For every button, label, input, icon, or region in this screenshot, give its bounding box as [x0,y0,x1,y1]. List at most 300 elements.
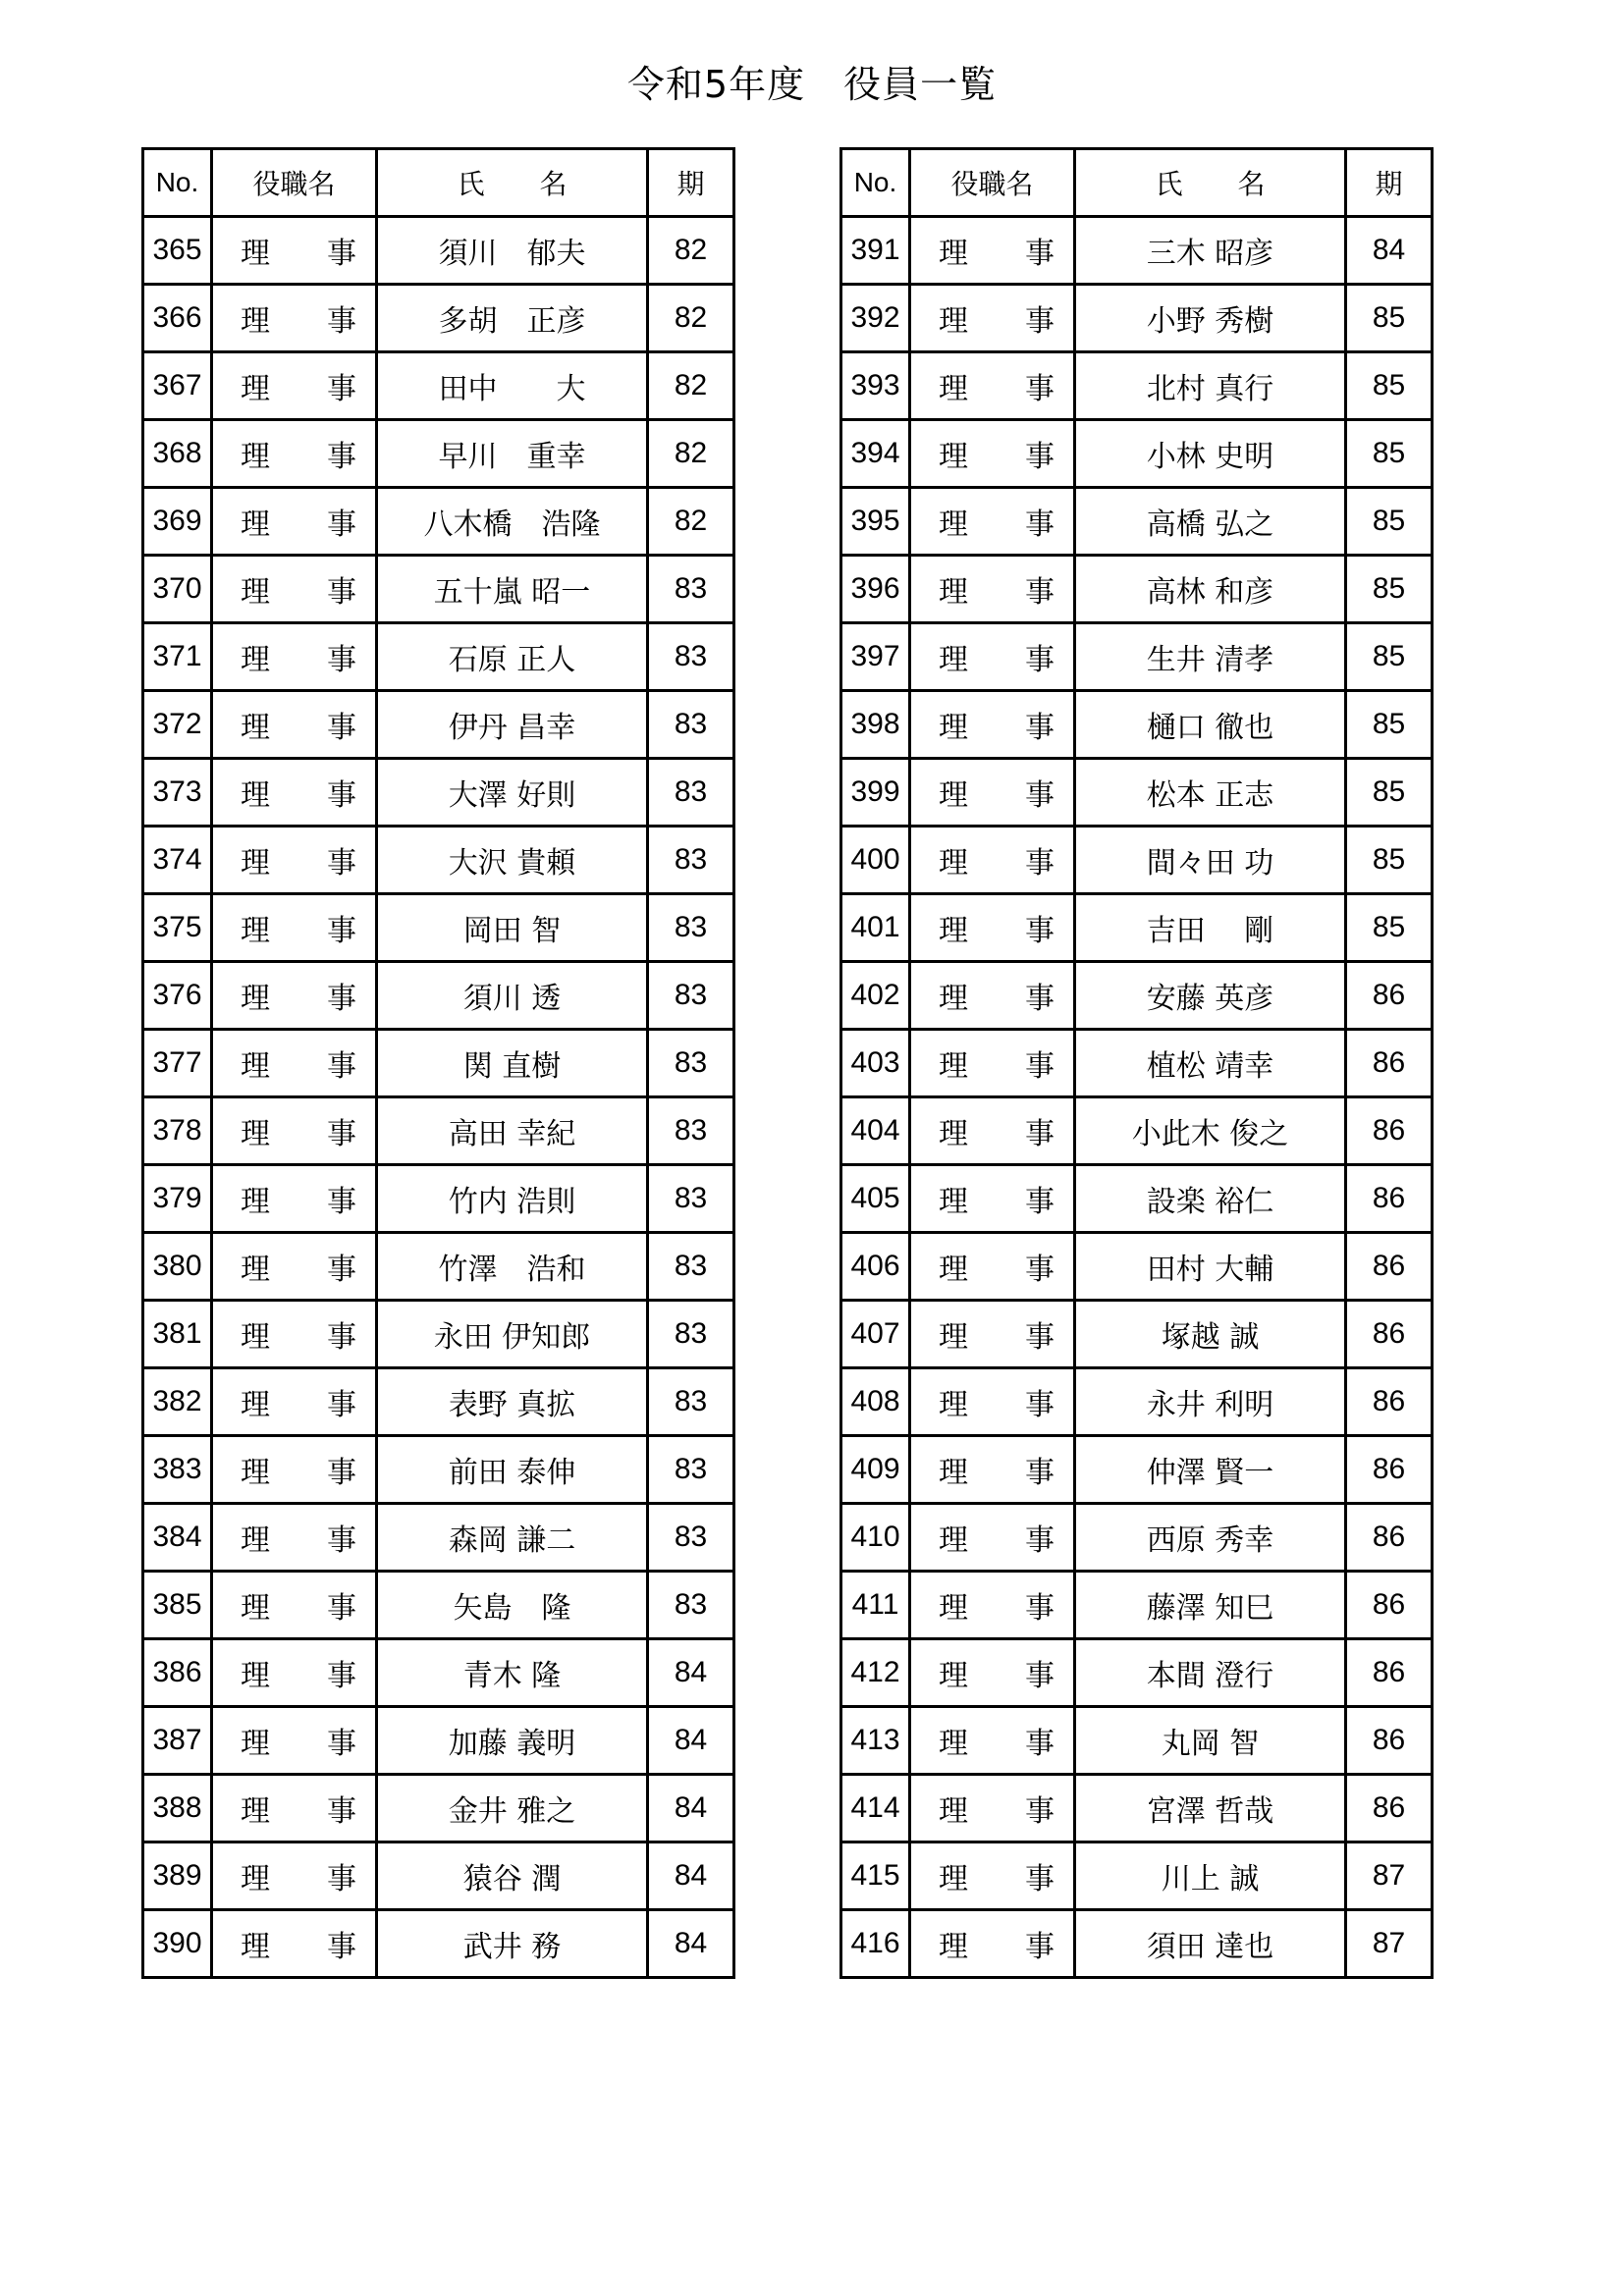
role-text: 理 [241,1591,270,1626]
role-text: 事 [1025,1388,1055,1422]
term-number: 83 [648,556,734,623]
officer-name: 樋口 徹也 [1075,691,1346,759]
role-text: 事 [1025,1523,1055,1558]
role-text: 事 [1025,1253,1055,1287]
role-text: 事 [327,1388,356,1422]
term-number: 86 [1346,1639,1433,1707]
officers-table-right-body [841,217,1433,1978]
role-text: 理 [241,372,270,406]
role-text: 事 [1025,846,1055,881]
role-text: 理 [241,1185,270,1219]
role-cell [910,1165,1075,1233]
table-row [841,1504,1433,1572]
role-cell [212,1775,377,1842]
table-row [143,1572,734,1639]
table-row [841,352,1433,420]
role-text: 事 [327,575,356,610]
role-text: 事 [327,1523,356,1558]
officer-name: 多胡 正彦 [377,285,648,352]
row-number: 404 [841,1097,910,1165]
term-number: 83 [648,1030,734,1097]
row-number: 390 [143,1910,212,1978]
role-text: 理 [939,778,968,813]
role-cell [910,488,1075,556]
role-text: 理 [241,1320,270,1355]
table-row [143,1368,734,1436]
header-term: 期 [1346,149,1433,217]
table-row [143,217,734,285]
officer-name: 須川 郁夫 [377,217,648,285]
role-text: 理 [241,507,270,542]
row-number: 367 [143,352,212,420]
role-text: 事 [327,1659,356,1693]
row-number: 366 [143,285,212,352]
role-text: 理 [939,711,968,745]
role-text: 理 [939,1185,968,1219]
row-number: 391 [841,217,910,285]
row-number: 400 [841,827,910,894]
term-number: 85 [1346,691,1433,759]
role-text: 理 [939,304,968,339]
role-cell [212,759,377,827]
role-text: 理 [939,643,968,677]
role-text: 理 [939,507,968,542]
term-number: 83 [648,1301,734,1368]
role-text: 理 [939,575,968,610]
role-text: 理 [241,1049,270,1084]
role-cell [212,691,377,759]
header-no: No. [841,149,910,217]
role-cell [212,623,377,691]
row-number: 383 [143,1436,212,1504]
row-number: 386 [143,1639,212,1707]
role-text: 理 [939,914,968,948]
role-text: 事 [1025,778,1055,813]
table-row [143,894,734,962]
table-row [143,1097,734,1165]
role-text: 事 [327,1862,356,1896]
role-cell [212,1301,377,1368]
role-cell [910,827,1075,894]
role-text: 事 [327,711,356,745]
term-number: 83 [648,759,734,827]
table-row [143,623,734,691]
role-text: 理 [241,1930,270,1964]
role-text: 理 [241,304,270,339]
table-row [143,1842,734,1910]
table-row [143,1233,734,1301]
term-number: 87 [1346,1842,1433,1910]
row-number: 401 [841,894,910,962]
term-number: 83 [648,1368,734,1436]
officer-name: 北村 真行 [1075,352,1346,420]
role-cell [910,962,1075,1030]
role-text: 事 [1025,914,1055,948]
role-text: 理 [241,643,270,677]
role-text: 理 [939,1253,968,1287]
table-row [143,1165,734,1233]
officer-name: 仲澤 賢一 [1075,1436,1346,1504]
role-text: 理 [241,778,270,813]
row-number: 375 [143,894,212,962]
role-cell [212,827,377,894]
term-number: 86 [1346,1368,1433,1436]
row-number: 413 [841,1707,910,1775]
role-cell [212,217,377,285]
role-text: 事 [327,643,356,677]
role-text: 事 [1025,440,1055,474]
role-text: 理 [939,1591,968,1626]
officer-name: 高田 幸紀 [377,1097,648,1165]
term-number: 85 [1346,623,1433,691]
role-text: 事 [327,507,356,542]
role-cell [910,285,1075,352]
role-text: 事 [1025,1862,1055,1896]
row-number: 371 [143,623,212,691]
officer-name: 加藤 義明 [377,1707,648,1775]
role-text: 理 [939,237,968,271]
role-text: 理 [939,846,968,881]
role-cell [212,1233,377,1301]
row-number: 396 [841,556,910,623]
role-cell [212,420,377,488]
officer-name: 竹澤 浩和 [377,1233,648,1301]
officer-name: 田中 大 [377,352,648,420]
role-text: 事 [327,1253,356,1287]
term-number: 82 [648,352,734,420]
term-number: 85 [1346,488,1433,556]
role-text: 理 [939,1794,968,1829]
table-row [841,1097,1433,1165]
term-number: 84 [648,1775,734,1842]
term-number: 86 [1346,962,1433,1030]
row-number: 407 [841,1301,910,1368]
row-number: 397 [841,623,910,691]
officer-name: 松本 正志 [1075,759,1346,827]
term-number: 85 [1346,285,1433,352]
table-row [841,894,1433,962]
table-row [143,827,734,894]
officer-name: 宮澤 哲哉 [1075,1775,1346,1842]
role-cell [910,623,1075,691]
row-number: 403 [841,1030,910,1097]
role-cell [212,1572,377,1639]
role-cell [212,894,377,962]
role-text: 事 [327,1727,356,1761]
row-number: 385 [143,1572,212,1639]
role-cell [910,1639,1075,1707]
officer-name: 小林 史明 [1075,420,1346,488]
officer-name: 五十嵐 昭一 [377,556,648,623]
row-number: 377 [143,1030,212,1097]
table-row [841,691,1433,759]
role-text: 理 [241,1862,270,1896]
term-number: 86 [1346,1233,1433,1301]
table-row [841,488,1433,556]
role-text: 理 [241,1727,270,1761]
term-number: 86 [1346,1775,1433,1842]
table-row [143,285,734,352]
role-text: 事 [1025,1320,1055,1355]
role-text: 理 [939,1862,968,1896]
officers-table-left [141,147,735,1979]
role-cell [212,1707,377,1775]
officer-name: 伊丹 昌幸 [377,691,648,759]
officer-name: 石原 正人 [377,623,648,691]
role-cell [910,1030,1075,1097]
role-text: 理 [241,575,270,610]
role-text: 理 [939,1523,968,1558]
role-text: 理 [939,1727,968,1761]
role-text: 事 [1025,643,1055,677]
row-number: 392 [841,285,910,352]
officer-name: 川上 誠 [1075,1842,1346,1910]
role-cell [212,1368,377,1436]
role-text: 事 [327,1794,356,1829]
table-row [841,285,1433,352]
table-row [143,1639,734,1707]
role-cell [910,1842,1075,1910]
role-text: 理 [939,1320,968,1355]
row-number: 384 [143,1504,212,1572]
role-text: 事 [1025,1117,1055,1151]
table-row [841,1301,1433,1368]
officer-name: 設楽 裕仁 [1075,1165,1346,1233]
officer-name: 須川 透 [377,962,648,1030]
role-text: 理 [241,846,270,881]
term-number: 83 [648,827,734,894]
term-number: 85 [1346,352,1433,420]
role-text: 理 [241,914,270,948]
officer-name: 高橋 弘之 [1075,488,1346,556]
term-number: 86 [1346,1165,1433,1233]
role-cell [910,691,1075,759]
officer-name: 植松 靖幸 [1075,1030,1346,1097]
role-text: 理 [241,1117,270,1151]
row-number: 374 [143,827,212,894]
term-number: 85 [1346,894,1433,962]
role-cell [212,1165,377,1233]
role-text: 事 [327,372,356,406]
table-header-row [143,149,734,217]
role-text: 事 [1025,1727,1055,1761]
term-number: 84 [1346,217,1433,285]
table-row [841,759,1433,827]
table-row [841,556,1433,623]
officer-name: 森岡 謙二 [377,1504,648,1572]
role-text: 事 [327,304,356,339]
term-number: 82 [648,488,734,556]
officer-name: 矢島 隆 [377,1572,648,1639]
role-text: 理 [939,1930,968,1964]
table-row [143,420,734,488]
officer-name: 間々田 功 [1075,827,1346,894]
role-text: 理 [939,1456,968,1490]
role-text: 理 [241,1253,270,1287]
table-row [841,1639,1433,1707]
term-number: 84 [648,1910,734,1978]
table-row [841,1165,1433,1233]
role-text: 事 [1025,1185,1055,1219]
term-number: 83 [648,1097,734,1165]
officer-name: 早川 重幸 [377,420,648,488]
officer-name: 高林 和彦 [1075,556,1346,623]
term-number: 83 [648,962,734,1030]
role-cell [910,217,1075,285]
row-number: 412 [841,1639,910,1707]
officer-name: 藤澤 知巳 [1075,1572,1346,1639]
table-row [143,352,734,420]
term-number: 83 [648,1233,734,1301]
role-text: 理 [939,1388,968,1422]
role-text: 事 [1025,304,1055,339]
term-number: 85 [1346,759,1433,827]
table-row [143,691,734,759]
term-number: 84 [648,1639,734,1707]
role-text: 理 [241,440,270,474]
header-role: 役職名 [910,149,1075,217]
role-text: 事 [327,1591,356,1626]
term-number: 82 [648,420,734,488]
role-text: 事 [327,1456,356,1490]
role-cell [910,894,1075,962]
role-cell [212,1639,377,1707]
officer-name: 永田 伊知郎 [377,1301,648,1368]
term-number: 84 [648,1707,734,1775]
officer-name: 吉田 剛 [1075,894,1346,962]
table-row [143,962,734,1030]
officer-name: 前田 泰伸 [377,1436,648,1504]
role-text: 事 [1025,1659,1055,1693]
row-number: 393 [841,352,910,420]
role-text: 理 [241,1456,270,1490]
role-cell [910,1775,1075,1842]
table-row [143,1030,734,1097]
role-text: 事 [1025,1794,1055,1829]
role-text: 理 [241,982,270,1016]
role-text: 事 [1025,1591,1055,1626]
row-number: 408 [841,1368,910,1436]
table-row [143,1910,734,1978]
officer-name: 金井 雅之 [377,1775,648,1842]
role-text: 理 [241,711,270,745]
row-number: 399 [841,759,910,827]
table-row [841,1707,1433,1775]
table-row [143,556,734,623]
term-number: 86 [1346,1572,1433,1639]
table-row [143,1301,734,1368]
row-number: 380 [143,1233,212,1301]
term-number: 83 [648,1504,734,1572]
role-text: 事 [1025,711,1055,745]
row-number: 376 [143,962,212,1030]
row-number: 394 [841,420,910,488]
row-number: 415 [841,1842,910,1910]
term-number: 82 [648,285,734,352]
row-number: 368 [143,420,212,488]
role-text: 理 [241,1523,270,1558]
role-text: 事 [327,1320,356,1355]
table-row [143,1504,734,1572]
role-text: 事 [327,237,356,271]
term-number: 83 [648,1436,734,1504]
officer-name: 丸岡 智 [1075,1707,1346,1775]
role-cell [910,1572,1075,1639]
role-text: 事 [1025,1456,1055,1490]
term-number: 87 [1346,1910,1433,1978]
role-cell [910,1504,1075,1572]
role-text: 理 [939,982,968,1016]
officer-name: 大澤 好則 [377,759,648,827]
term-number: 82 [648,217,734,285]
row-number: 398 [841,691,910,759]
role-cell [212,285,377,352]
role-text: 事 [1025,575,1055,610]
officer-name: 永井 利明 [1075,1368,1346,1436]
role-text: 理 [241,237,270,271]
term-number: 85 [1346,556,1433,623]
role-cell [212,1842,377,1910]
table-row [841,962,1433,1030]
term-number: 83 [648,1572,734,1639]
role-cell [212,1910,377,1978]
officer-name: 岡田 智 [377,894,648,962]
role-cell [910,1301,1075,1368]
role-text: 理 [939,1659,968,1693]
officer-name: 塚越 誠 [1075,1301,1346,1368]
officer-name: 小此木 俊之 [1075,1097,1346,1165]
table-row [841,1030,1433,1097]
table-header-row [841,149,1433,217]
role-cell [910,1436,1075,1504]
table-row [841,623,1433,691]
row-number: 409 [841,1436,910,1504]
role-text: 事 [1025,507,1055,542]
role-cell [910,759,1075,827]
role-cell [212,556,377,623]
table-row [841,1842,1433,1910]
table-row [143,1707,734,1775]
row-number: 411 [841,1572,910,1639]
term-number: 83 [648,894,734,962]
table-row [841,827,1433,894]
officer-name: 本間 澄行 [1075,1639,1346,1707]
role-cell [910,420,1075,488]
table-row [143,488,734,556]
term-number: 83 [648,691,734,759]
term-number: 86 [1346,1301,1433,1368]
role-text: 事 [1025,982,1055,1016]
role-text: 理 [241,1388,270,1422]
row-number: 410 [841,1504,910,1572]
role-cell [910,1368,1075,1436]
role-text: 事 [327,1185,356,1219]
role-text: 事 [327,914,356,948]
table-row [841,1436,1433,1504]
officer-name: 西原 秀幸 [1075,1504,1346,1572]
officer-name: 関 直樹 [377,1030,648,1097]
role-text: 事 [327,982,356,1016]
row-number: 370 [143,556,212,623]
role-cell [910,556,1075,623]
term-number: 86 [1346,1097,1433,1165]
officers-table-right [839,147,1434,1979]
officer-name: 小野 秀樹 [1075,285,1346,352]
table-row [841,1910,1433,1978]
role-text: 理 [939,372,968,406]
role-cell [910,1233,1075,1301]
header-term: 期 [648,149,734,217]
